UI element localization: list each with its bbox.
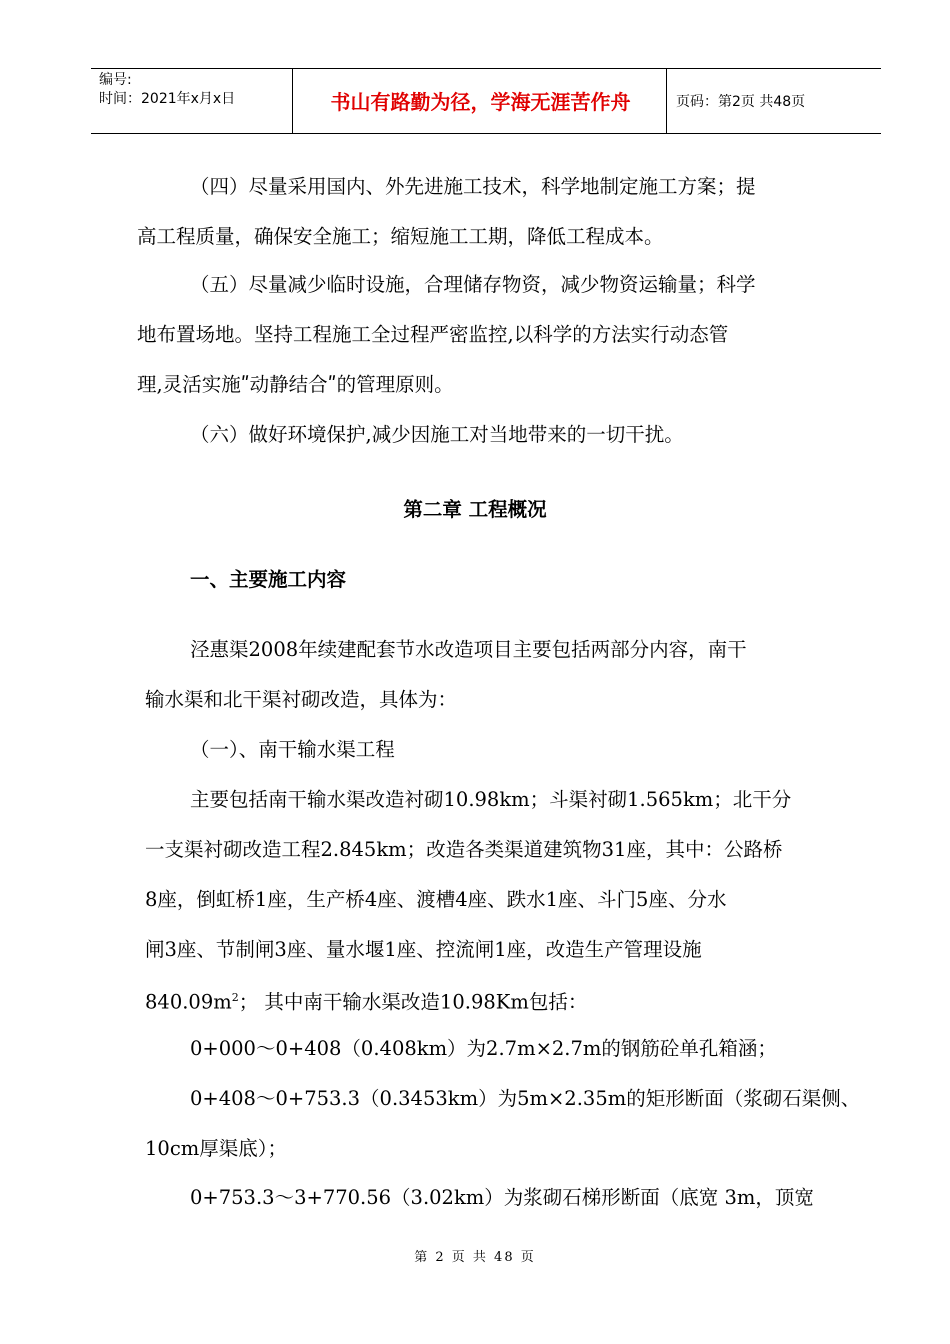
main-line-4: 闸3座、节制闸3座、量水堰1座、控流闸1座，改造生产管理设施 (145, 938, 702, 961)
principle-4-line-2: 高工程质量，确保安全施工；缩短施工工期，降低工程成本。 (137, 225, 664, 248)
area-superscript: 2 (231, 991, 239, 1004)
header-divider (292, 69, 293, 133)
principle-6-line-1: （六）做好环境保护,减少因施工对当地带来的一切干扰。 (190, 423, 684, 446)
header-meta (99, 71, 235, 109)
header-motto: 书山有路勤为径，学海无涯苦作舟 (330, 90, 631, 114)
principle-5-line-3: 理,灵活实施ʺ动静结合ʺ的管理原则。 (137, 373, 454, 396)
segment-1: 0+000～0+408（0.408km）为2.7m×2.7m的钢筋砼单孔箱涵； (190, 1037, 777, 1060)
main-line-5 (145, 985, 587, 1016)
principle-5-line-2: 地布置场地。坚持工程施工全过程严密监控,以科学的方法实行动态管 (137, 323, 729, 346)
main-line-1: 主要包括南干输水渠改造衬砌10.98km；斗渠衬砌1.565km；北干分 (190, 788, 792, 811)
footer-page-number: 第 2 页 共 48 页 (414, 1250, 536, 1265)
subsection-title: （一）、南干输水渠工程 (190, 738, 395, 761)
section-title: 一、主要施工内容 (190, 568, 347, 591)
principle-4-line-1: （四）尽量采用国内、外先进施工技术，科学地制定施工方案；提 (190, 175, 756, 198)
intro-line-2: 输水渠和北干渠衬砌改造，具体为： (145, 688, 458, 711)
serial-label: 编号: (99, 72, 132, 88)
segment-2-line-2: 10cm厚渠底）； (145, 1137, 287, 1160)
area-value: 840.09m (145, 990, 232, 1014)
segment-3-line-1: 0+753.3～3+770.56（3.02km）为浆砌石梯形断面（底宽 3m，顶宽 (190, 1186, 814, 1209)
principle-5-line-1: （五）尽量减少临时设施，合理储存物资，减少物资运输量；科学 (190, 273, 756, 296)
header-page-number: 页码：第2页 共48页 (676, 94, 806, 110)
main-line-5-rest: ； 其中南干输水渠改造10.98Km包括： (238, 990, 588, 1014)
header-divider (666, 69, 667, 133)
page-header (91, 68, 881, 134)
time-label: 时间：2021年x月x日 (99, 91, 236, 107)
intro-line-1: 泾惠渠2008年续建配套节水改造项目主要包括两部分内容，南干 (190, 638, 747, 661)
chapter-title: 第二章 工程概况 (403, 498, 547, 521)
main-line-2: 一支渠衬砌改造工程2.845km；改造各类渠道建筑物31座，其中：公路桥 (145, 838, 783, 861)
main-line-3: 8座，倒虹桥1座，生产桥4座、渡槽4座、跌水1座、斗门5座、分水 (145, 888, 727, 911)
segment-2-line-1: 0+408～0+753.3（0.3453km）为5m×2.35m的矩形断面（浆砌石渠侧、 (190, 1087, 861, 1110)
